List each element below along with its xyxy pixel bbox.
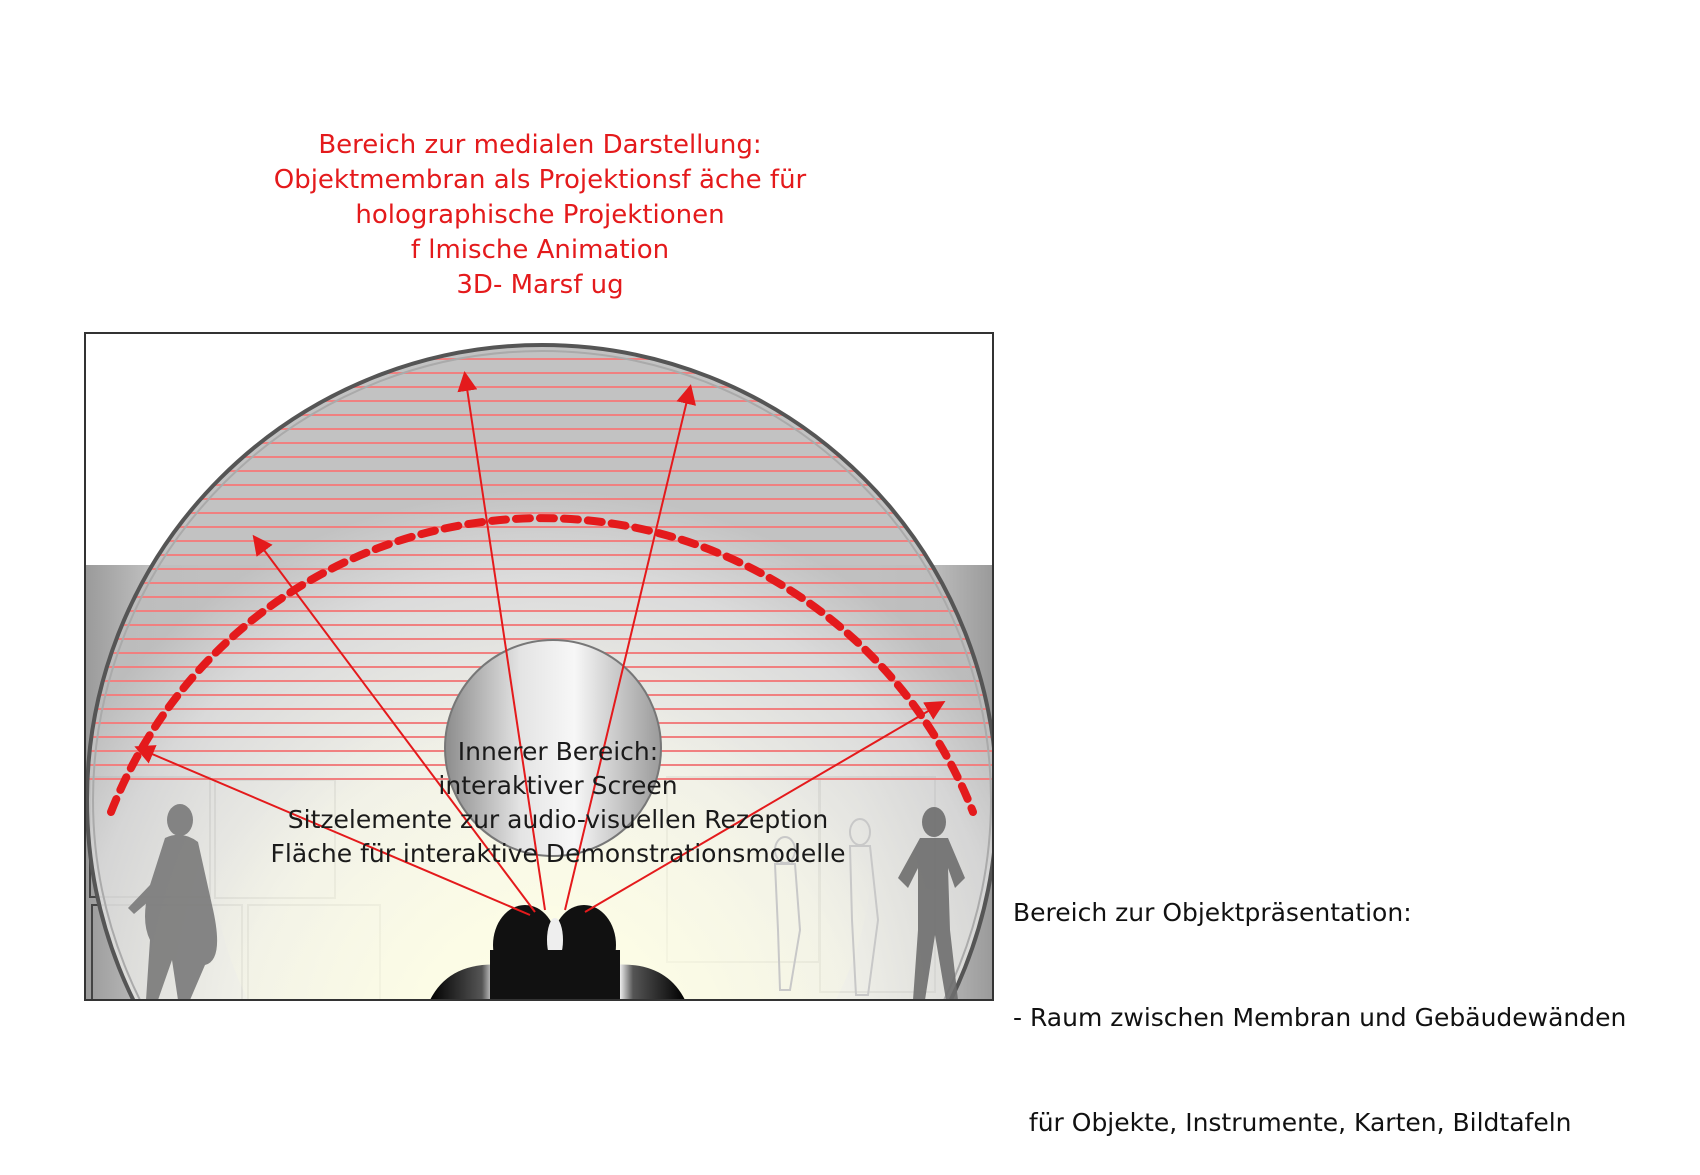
inner-caption-line: Innerer Bereich: (457, 737, 659, 766)
media-caption-line: holographische Projektionen (355, 200, 725, 230)
inner-area-caption (228, 735, 888, 871)
inner-caption-line: interaktiver Screen (438, 771, 678, 800)
object-presentation-caption (1013, 825, 1626, 1175)
media-caption-line: f lmische Animation (410, 235, 670, 265)
inner-caption-line: Sitzelemente zur audio-visuellen Rezeption (287, 805, 829, 834)
object-caption-line: für Objekte, Instrumente, Karten, Bildtafeln (1013, 1108, 1572, 1137)
inner-caption-line: Fläche für interaktive Demonstrationsmodelle (270, 839, 846, 868)
object-caption-line: - Raum zwischen Membran und Gebäudewänden (1013, 1003, 1627, 1032)
media-caption-line: Bereich zur medialen Darstellung: (318, 130, 762, 160)
media-caption-line: 3D- Marsf ug (456, 270, 624, 300)
object-caption-line: Bereich zur Objektpräsentation: (1013, 898, 1412, 927)
media-caption-line: Objektmembran als Projektionsf äche für (273, 165, 807, 195)
